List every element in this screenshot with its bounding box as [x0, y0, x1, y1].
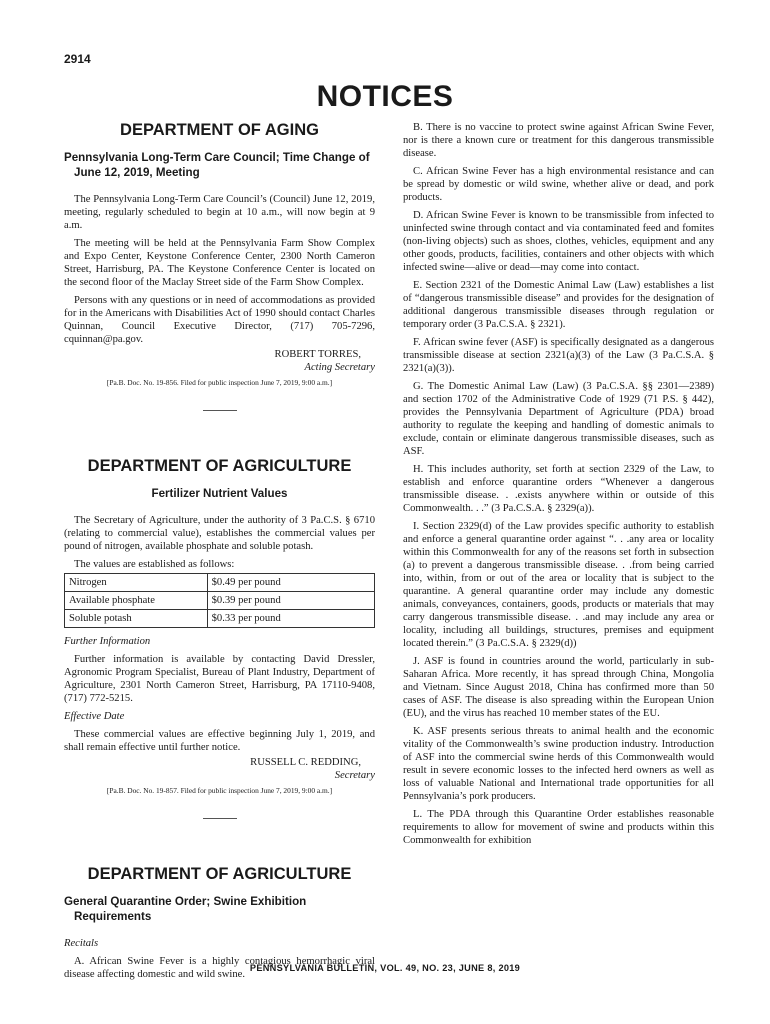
table-cell: Soluble potash [65, 610, 208, 628]
department-heading: DEPARTMENT OF AGRICULTURE [87, 865, 352, 883]
paragraph: K. ASF presents serious threats to animal health and the economic vitality of the Commonwealth’s swine production industry. Introduction of ASF into the commercial swine herds of this Commonwealth would result in severe economic losses to the infected herd owners as well as loss of valuable National and International trade opportunities for all Pennsylvania’s pork producers. [403, 726, 714, 802]
paragraph: G. The Domestic Animal Law (Law) (3 Pa.C.S.A. §§ 2301—2389) and section 1702 of the Administrative Code of 1929 (71 P.S. § 442), provides the Pennsylvania Department of Agriculture (PDA) broad authority to regulate the keeping and handling of domestic animals to exclude, contain or eliminate dangerous transmissible diseases, such as ASF. [403, 381, 714, 457]
signatory-name: ROBERT TORRES, [274, 349, 361, 360]
table-cell: Available phosphate [65, 592, 208, 610]
document-number: [Pa.B. Doc. No. 19-856. Filed for public inspection June 7, 2019, 9:00 a.m.] [106, 378, 333, 387]
notice-title: Fertilizer Nutrient Values [151, 487, 288, 500]
table-cell: $0.33 per pound [207, 610, 374, 628]
paragraph: C. African Swine Fever has a high environmental resistance and can be spread by domestic or wild swine, whether alive or dead, and pork products. [403, 166, 714, 203]
department-heading: DEPARTMENT OF AGRICULTURE [87, 457, 352, 475]
paragraph: I. Section 2329(d) of the Law provides specific authority to establish and enforce a general quarantine order against “. . .any area or locality within this Commonwealth for any of the reasons set forth in subsection (a) to prevent a dangerous transmissible disease. . .from being carried into, within, from or out of the area or locality that is subject to the quarantine. A general quarantine order may include any domestic animals, conveyances, containers, goods, products or materials that may carry dangerous transmissible disease. . .and may include any area or locality, including all buildings, structures, premises and equipment located therein.” (3 Pa.C.S.A. § 2329(d)) [403, 521, 714, 649]
paragraph: E. Section 2321 of the Domestic Animal Law (Law) establishes a list of “dangerous transmissible disease” and provides for the designation of additional dangerous transmissible diseases through regulation or temporary order (3 Pa.C.S.A. § 2321). [403, 280, 714, 330]
paragraph: Further information is available by contacting David Dressler, Agronomic Program Specialist, Bureau of Plant Industry, Department of Agriculture, 2301 North Cameron Street, Harrisburg, PA 17110-9408, (717) 772-5215. [64, 654, 375, 704]
table-cell: $0.49 per pound [207, 574, 374, 592]
section-divider [203, 818, 237, 819]
notice-aging [64, 121, 375, 388]
section-divider [203, 410, 237, 411]
paragraph: The Pennsylvania Long-Term Care Council’s (Council) June 12, 2019, meeting, regularly scheduled to begin at 10 a.m., will now begin at 9 a.m. [64, 194, 375, 231]
paragraph: D. African Swine Fever is known to be transmissible from infected to uninfected swine through contact and via contaminated feed and fomites (non-living objects) such as shoes, clothes, vehicles, equipment and any other goods, products, facilities, containers and other objects with which infected swine—alive or dead—may come into contact. [403, 210, 714, 273]
table-row [65, 592, 375, 610]
paragraph: B. There is no vaccine to protect swine against African Swine Fever, nor is there a known cure or treatment for this dangerous transmissible disease. [403, 122, 714, 159]
notice-title: General Quarantine Order; Swine Exhibition Requirements [64, 895, 307, 923]
paragraph: The meeting will be held at the Pennsylvania Farm Show Complex and Expo Center, Keystone Conference Center, 2300 North Cameron Street, Harrisburg, PA. The Keystone Conference Center is located on the second floor of the Maclay Street side of the Farm Show Complex. [64, 238, 375, 288]
page-number: 2914 [64, 52, 91, 66]
left-column [64, 121, 375, 986]
table-cell: $0.39 per pound [207, 592, 374, 610]
signatory-title: Secretary [334, 770, 375, 781]
paragraph: A. African Swine Fever is a highly contagious hemorrhagic viral disease affecting domestic and wild swine. [64, 956, 375, 980]
table-row [65, 574, 375, 592]
subsection-heading: Recitals [64, 938, 99, 949]
paragraph: The values are established as follows: [74, 559, 235, 570]
table-row [65, 610, 375, 628]
document-number: [Pa.B. Doc. No. 19-857. Filed for public inspection June 7, 2019, 9:00 a.m.] [106, 786, 333, 795]
subsection-heading: Effective Date [64, 711, 125, 722]
paragraph: The Secretary of Agriculture, under the authority of 3 Pa.C.S. § 6710 (relating to commercial value), establishes the commercial values per pound of nitrogen, available phosphate and soluble potash. [64, 515, 375, 552]
section-title: NOTICES [316, 80, 454, 113]
paragraph: J. ASF is found in countries around the world, particularly in sub-Saharan Africa. More recently, it has spread through China, Mongolia and Vietnam. Since August 2018, China has confirmed more than 50 cases of ASF. The disease is also spreading within the European Union (EU), and the virus has reached 10 member states of the EU. [403, 656, 714, 719]
signatory-title: Acting Secretary [304, 362, 375, 373]
paragraph: These commercial values are effective beginning July 1, 2019, and shall remain effective until further notice. [64, 729, 375, 753]
department-heading: DEPARTMENT OF AGING [120, 121, 319, 139]
values-table [64, 573, 375, 628]
right-column [403, 121, 714, 852]
paragraph: L. The PDA through this Quarantine Order establishes reasonable requirements to allow for movement of swine and products within this Commonwealth for exhibition [403, 809, 714, 846]
signatory-name: RUSSELL C. REDDING, [250, 757, 361, 768]
paragraph: Persons with any questions or in need of accommodations as provided for in the Americans with Disabilities Act of 1990 should contact Charles Quinnan, Council Executive Director, (717) 705-7296, cquinnan@pa.gov. [64, 295, 375, 345]
page-footer: PENNSYLVANIA BULLETIN, VOL. 49, NO. 23, JUNE 8, 2019 [249, 963, 521, 973]
paragraph: H. This includes authority, set forth at section 2329 of the Law, to establish and enforce quarantine orders “Whenever a dangerous transmissible disease. . .exists anywhere within or outside of this Commonwealth. . .” (3 Pa.C.S.A. § 2329(a)). [403, 464, 714, 514]
table-cell: Nitrogen [65, 574, 208, 592]
notice-fertilizer [64, 457, 375, 796]
paragraph: F. African swine fever (ASF) is specifically designated as a dangerous transmissible disease at section 2321(a)(3) of the Law (3 Pa.C.S.A. § 2321(a)(3)). [403, 337, 714, 374]
notice-title: Pennsylvania Long-Term Care Council; Time Change of June 12, 2019, Meeting [64, 151, 370, 179]
subsection-heading: Further Information [64, 636, 151, 647]
